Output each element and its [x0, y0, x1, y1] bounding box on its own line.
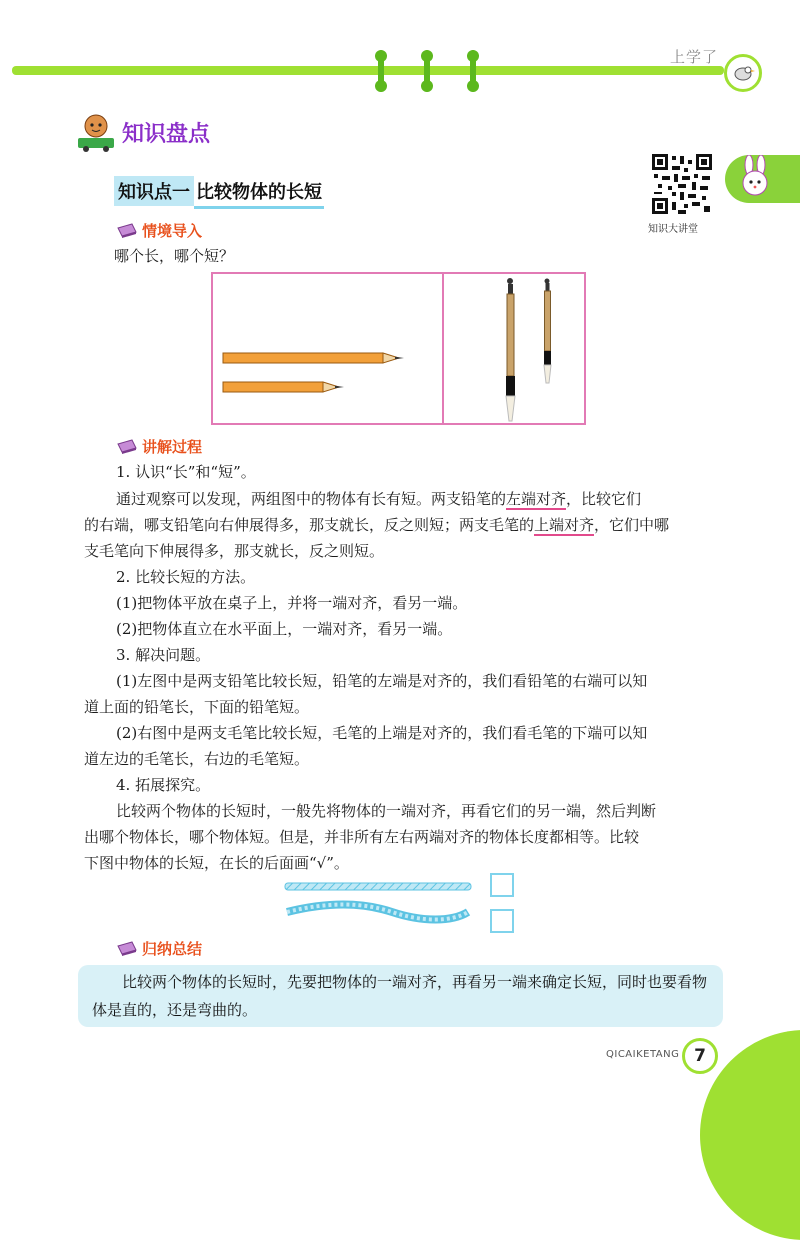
binder-pin	[424, 50, 430, 92]
qr-code[interactable]	[650, 152, 714, 216]
header-title: 上学了	[669, 48, 718, 66]
brushes-illustration	[495, 275, 565, 425]
extension-line3: 下图中物体的长短，在长的后面画“√”。	[84, 854, 349, 872]
method-2: (2)把物体直立在水平面上，一端对齐，看另一端。	[116, 620, 453, 638]
long-pencil	[223, 353, 404, 363]
method-1: (1)把物体平放在桌子上，并将一端对齐，看另一端。	[116, 594, 468, 612]
footer-brand: QICAIKETANG	[606, 1049, 680, 1060]
bird-icon	[724, 54, 762, 92]
paragraph-line: 支毛笔向下伸展得多，那支就长，反之则短。	[84, 542, 385, 560]
chapter-tab	[725, 155, 800, 203]
situation-heading-label: 情境导入	[142, 222, 203, 240]
underlined-text: 上端对齐	[534, 516, 595, 534]
knowledge-point-title	[114, 176, 324, 206]
situation-heading	[116, 220, 202, 242]
rabbit-icon	[735, 155, 775, 203]
book-icon	[116, 438, 138, 458]
point-4: 4. 拓展探究。	[116, 776, 211, 794]
solution-1-line1: (1)左图中是两支铅笔比较长短，铅笔的左端是对齐的，我们看铅笔的右端可以知	[116, 672, 648, 690]
text-span: ，比较它们	[566, 490, 642, 508]
page-number: 7	[682, 1038, 718, 1074]
situation-question: 哪个长，哪个短？	[114, 247, 235, 265]
short-pencil	[223, 382, 344, 392]
text-span: 通过观察可以发现，两组图中的物体有长有短。两支铅笔的	[116, 490, 507, 508]
section-title: 知识盘点	[122, 122, 211, 147]
solution-2-line1: (2)右图中是两支毛笔比较长短，毛笔的上端是对齐的，我们看毛笔的下端可以知	[116, 724, 648, 742]
point-3: 3. 解决问题。	[116, 646, 211, 664]
short-brush	[544, 279, 551, 384]
explanation-heading	[116, 436, 202, 458]
extension-line1: 比较两个物体的长短时，一般先将物体的一端对齐，再看它们的另一端，然后判断	[116, 802, 657, 820]
summary-heading	[116, 938, 202, 960]
book-icon	[116, 222, 138, 242]
paragraph-line	[116, 486, 641, 512]
pencils-illustration	[221, 348, 411, 398]
answer-box-curved[interactable]	[490, 909, 514, 933]
summary-heading-label: 归纳总结	[142, 940, 203, 958]
picture-divider	[442, 272, 444, 425]
long-brush	[506, 278, 515, 421]
qr-caption: 知识大讲堂	[648, 224, 698, 235]
point-1: 1. 认识“长”和“短”。	[116, 463, 256, 481]
explanation-heading-label: 讲解过程	[142, 438, 203, 456]
straight-rope	[285, 883, 471, 890]
underlined-text: 左端对齐	[506, 490, 567, 508]
mascot-icon	[74, 110, 118, 152]
answer-box-straight[interactable]	[490, 873, 514, 897]
knowledge-point-tag: 知识点一	[114, 176, 194, 206]
extension-line2: 出哪个物体长，哪个物体短。但是，并非所有左右两端对齐的物体长度都相等。比较	[84, 828, 640, 846]
paragraph-line	[84, 512, 669, 538]
solution-1-line2: 道上面的铅笔长，下面的铅笔短。	[84, 698, 310, 716]
point-2: 2. 比较长短的方法。	[116, 568, 256, 586]
binder-pin	[470, 50, 476, 92]
ropes-illustration	[282, 876, 482, 926]
text-span: ，它们中哪	[594, 516, 670, 534]
text-span: 的右端，哪支铅笔向右伸展得多，那支就长，反之则短；两支毛笔的	[84, 516, 535, 534]
knowledge-point-name: 比较物体的长短	[194, 176, 324, 209]
header-bar	[12, 66, 724, 75]
solution-2-line2: 道左边的毛笔长，右边的毛笔短。	[84, 750, 310, 768]
binder-pin	[378, 50, 384, 92]
book-icon	[116, 940, 138, 960]
summary-text: 比较两个物体的长短时，先要把物体的一端对齐，再看另一端来确定长短，同时也要看物体是直的，还是弯曲的。	[92, 973, 708, 1019]
